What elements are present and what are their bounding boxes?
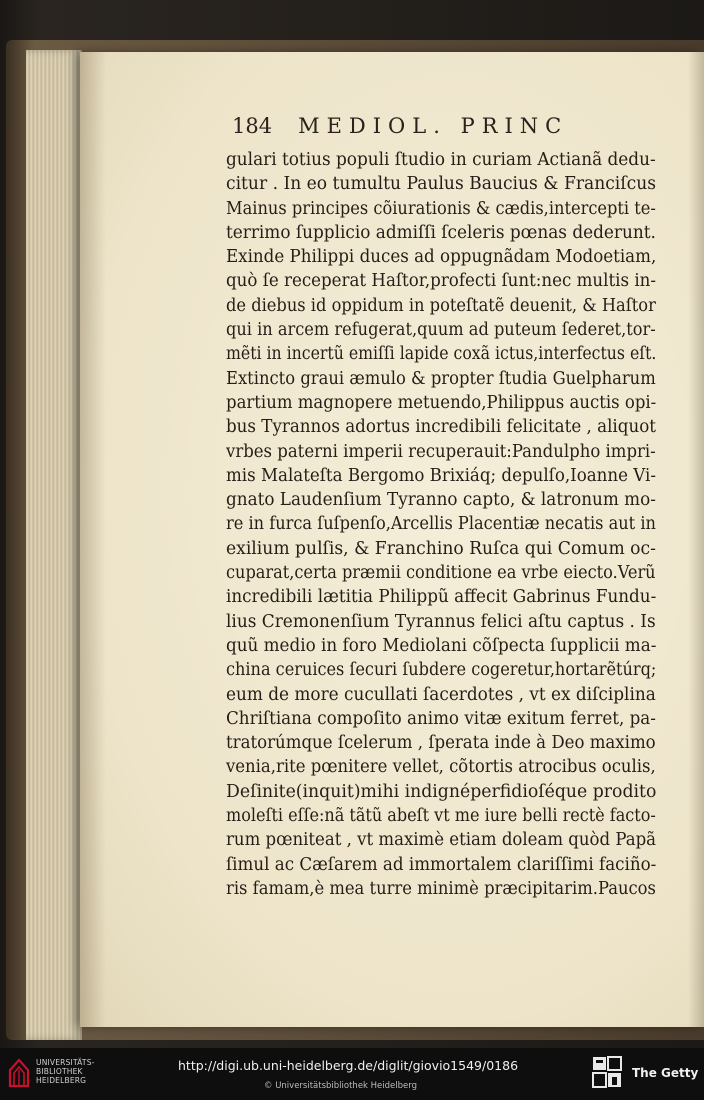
text-line: china ceruices ſecuri ſubdere cogeretur,hortarẽtúrq;: [226, 660, 657, 681]
text-line: Mainus principes cõiurationis & cædis,intercepti te-: [226, 198, 656, 219]
text-line: bus Tyrannos adortus incredibili felicitate , aliquot: [226, 417, 656, 438]
text-line: quũ medio in foro Mediolani cõſpecta ſupplicii ma-: [226, 635, 657, 656]
footer-bar: [0, 1048, 704, 1100]
text-line: incredibili lætitia Philippũ affecit Gabrinus Fundu-: [226, 587, 657, 608]
page-edges: [26, 50, 82, 1040]
text-line: Chriſtiana compoſito animo vitæ exitum ferret, pa-: [226, 708, 656, 729]
text-line: cuparat,certa præmii conditione ea vrbe eiecto.Verũ: [226, 563, 656, 584]
text-line: vrbes paterni imperii recuperauit:Pandulpho impri-: [226, 441, 656, 462]
text-line: venia,rite pœnitere vellet, cõtortis atrocibus oculis,: [226, 757, 656, 778]
text-line: quò ſe receperat Haſtor,profecti ſunt:nec multis in-: [226, 271, 657, 292]
text-line: eum de more cucullati ſacerdotes , vt ex diſciplina: [226, 684, 656, 705]
library-name-line: BIBLIOTHEK: [36, 1067, 83, 1076]
text-line: partium magnopere metuendo,Philippus auctis opi-: [226, 392, 657, 413]
text-line: terrimo ſupplicio admiſſi ſceleris pœnas dederunt.: [226, 222, 656, 243]
library-name-line: UNIVERSITÄTS-: [36, 1058, 95, 1067]
book-page: [80, 52, 704, 1027]
text-line: citur . In eo tumultu Paulus Baucius & Franciſcus: [226, 174, 656, 195]
text-line: Exinde Philippi duces ad oppugnãdam Modoetiam,: [226, 247, 657, 268]
text-line: ris famam,è mea turre minimè præcipitarim.Paucos: [226, 878, 656, 899]
page-edge-shadow: [688, 52, 704, 1027]
text-line: Extincto graui æmulo & propter ſtudia Guelpharum: [226, 368, 656, 389]
heidelberg-library-logo-icon: [8, 1058, 30, 1088]
text-line: re in furca ſuſpenſo,Arcellis Placentiæ necatis aut in: [226, 514, 656, 535]
copyright-notice: © Universitätsbibliothek Heidelberg: [264, 1081, 418, 1091]
running-title: MEDIOL. PRINC: [298, 114, 569, 138]
text-line: mis Malateſta Bergomo Brixiáq; depulſo,Ioanne Vi-: [226, 465, 656, 486]
permalink-url[interactable]: http://digi.ub.uni-heidelberg.de/diglit/giovio1549/0186: [178, 1058, 519, 1073]
library-name-line: HEIDELBERG: [36, 1076, 87, 1085]
page-number: 184: [232, 114, 273, 138]
partner-name: The Getty: [632, 1066, 699, 1080]
text-line: tratorúmque ſcelerum , ſperata inde à Deo maximo: [226, 733, 656, 754]
text-line: lius Cremonenſium Tyrannus felici aſtu captus . Is: [226, 611, 656, 632]
text-line: gulari totius populi ſtudio in curiam Actianã dedu-: [226, 150, 656, 170]
running-head: [232, 114, 568, 144]
text-line: Deſinite(inquit)mihi indignéperfidioſéque prodito: [226, 781, 657, 802]
text-line: de diebus id oppidum in poteſtatẽ deuenit, & Haſtor: [226, 295, 656, 316]
library-name: [36, 1058, 95, 1085]
text-line: exilium pulſis, & Franchino Ruſca qui Comum oc-: [226, 538, 656, 559]
text-line: qui in arcem refugerat,quum ad puteum ſederet,tor-: [226, 320, 656, 341]
getty-logo-icon: [592, 1056, 622, 1088]
text-line: ſimul ac Cæſarem ad immortalem clariſſimi faciño-: [226, 854, 657, 875]
text-line: moleſti eſſe:nã tãtũ abeſt vt me iure belli rectè facto-: [226, 806, 656, 827]
text-line: rum pœniteat , vt maximè etiam doleam quòd Papã: [226, 830, 657, 851]
text-line: mẽti in incertũ emiſſi lapide coxã ictus,interfectus eſt.: [226, 344, 657, 365]
text-line: gnato Laudenſium Tyranno capto, & latronum mo-: [226, 490, 656, 511]
text-block: [226, 148, 656, 901]
gutter-shadow: [80, 52, 106, 1027]
